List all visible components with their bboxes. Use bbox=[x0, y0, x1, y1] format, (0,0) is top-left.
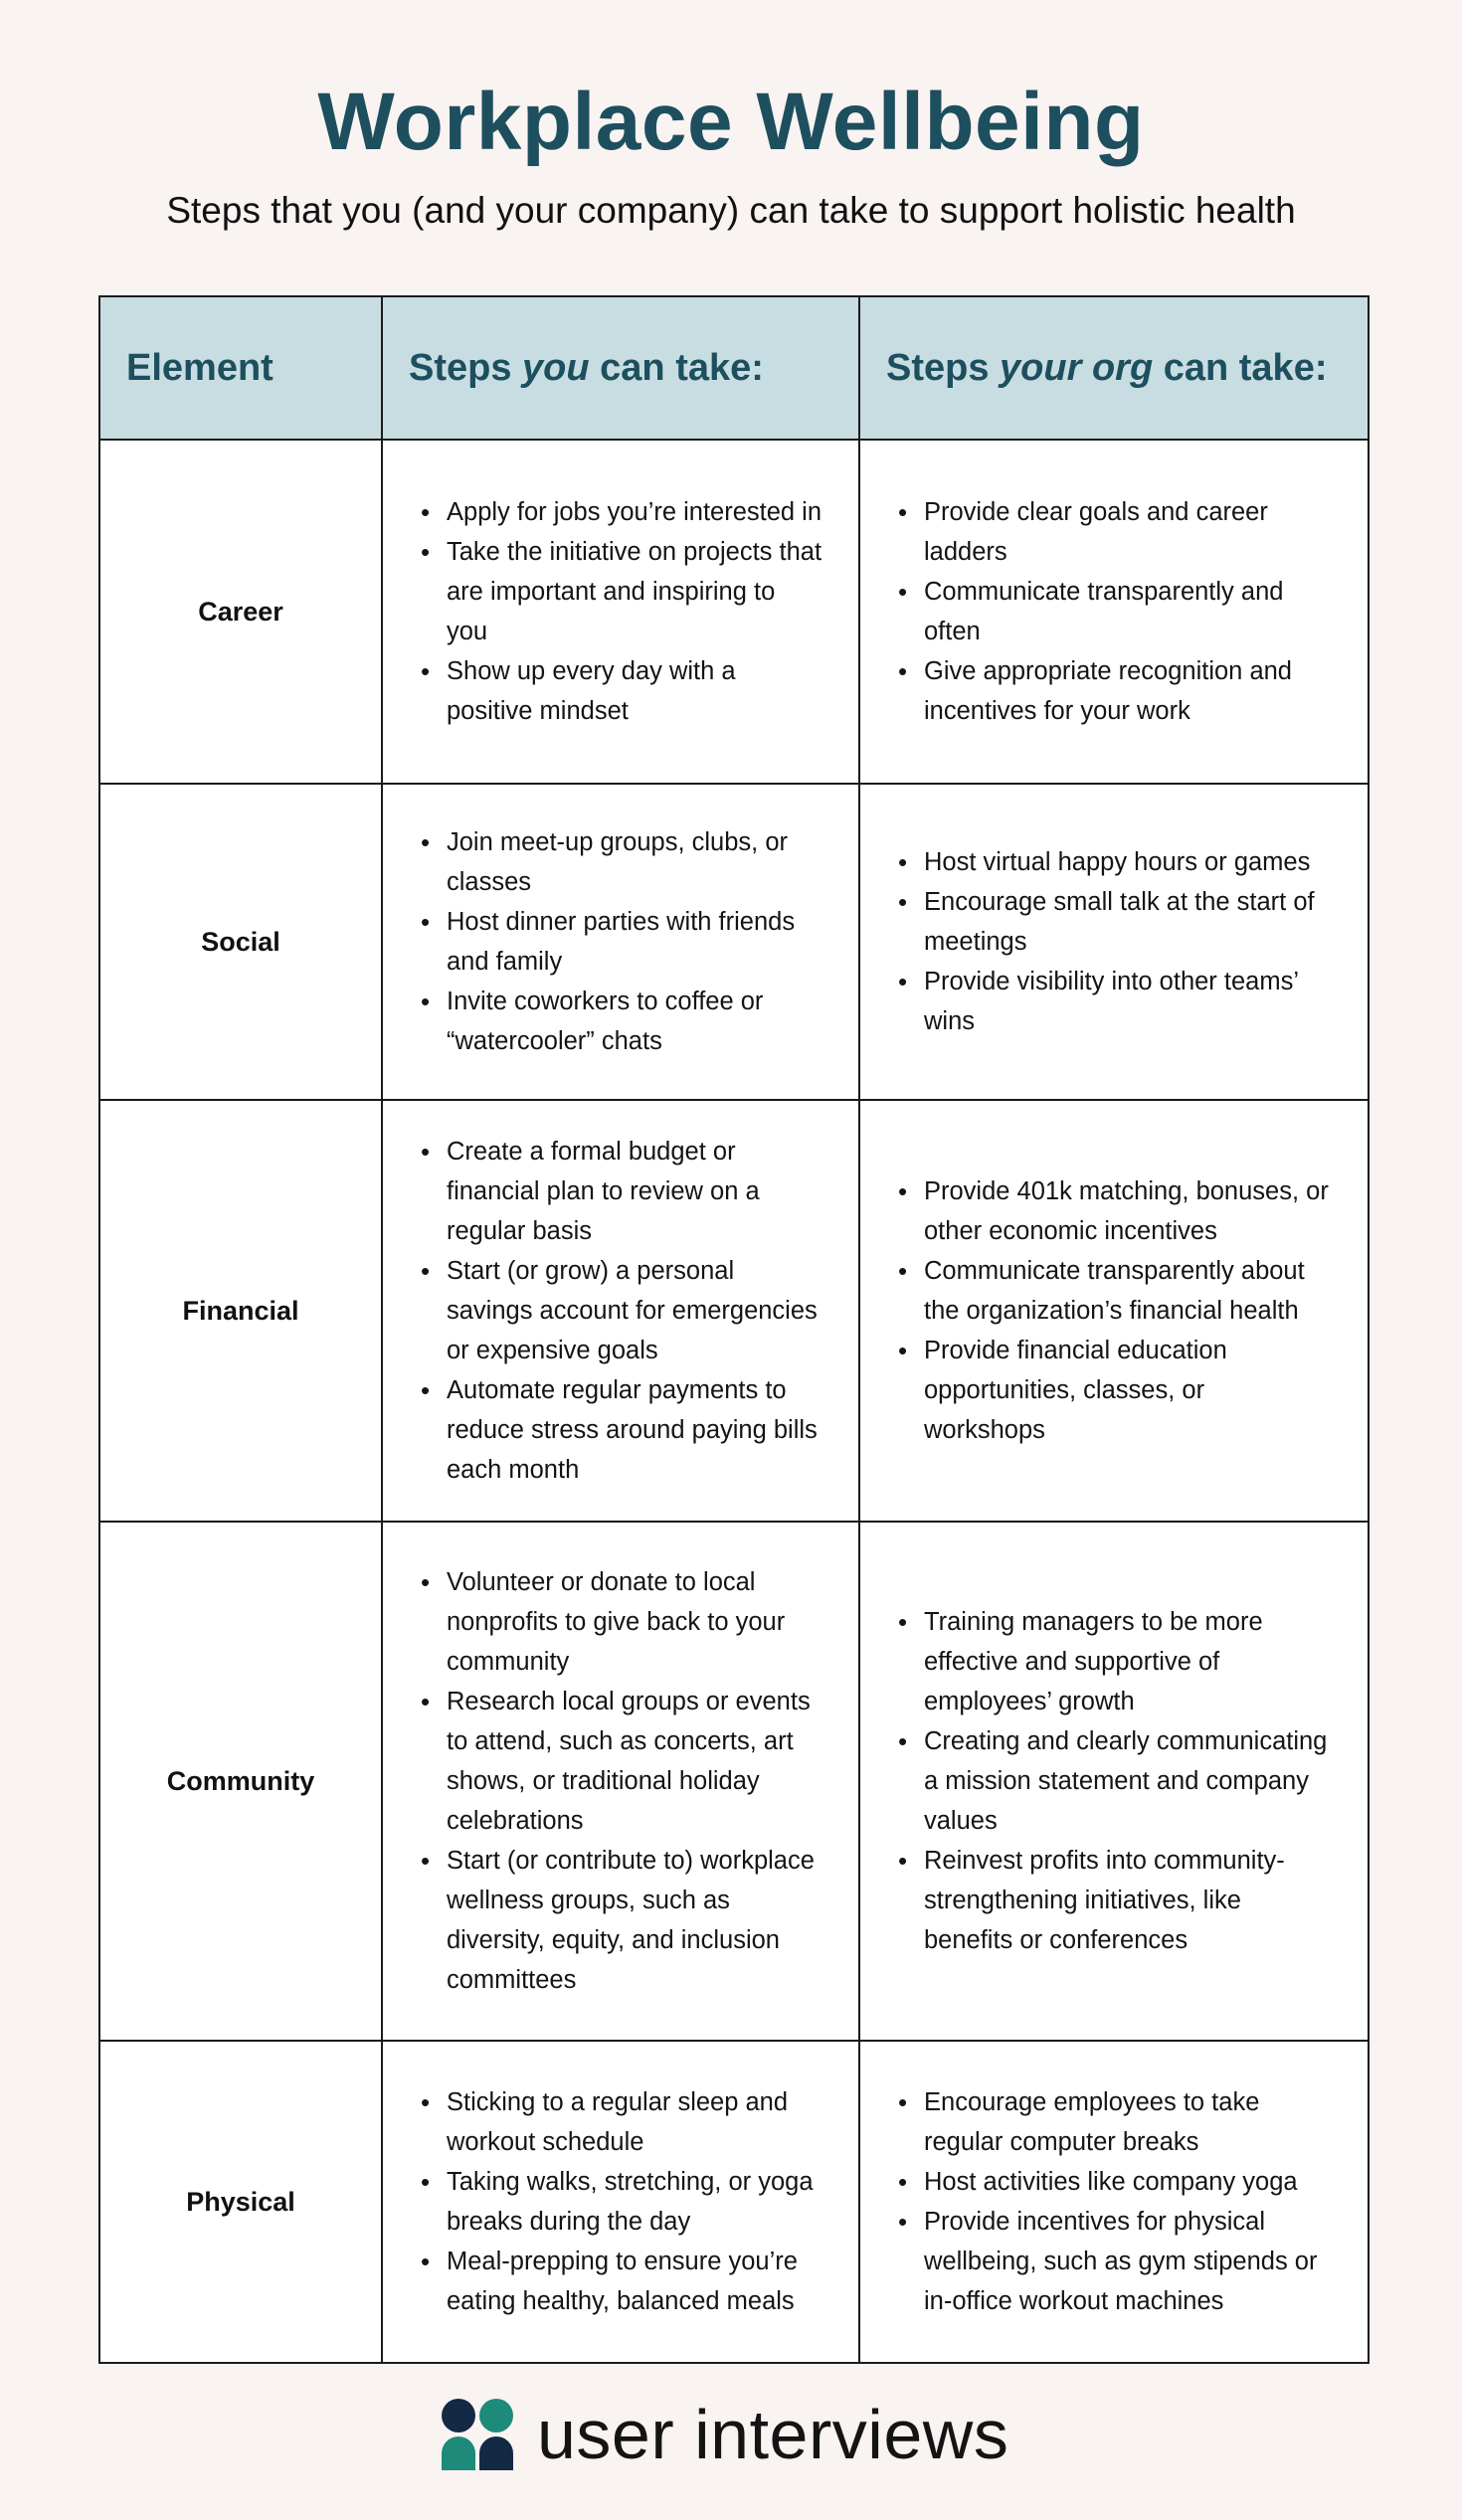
list-item: • Start (or contribute to) workplace wellness groups, such as diversity, equity, and inclusion committees bbox=[417, 1841, 822, 2000]
list-item: • Provide 401k matching, bonuses, or other economic incentives bbox=[894, 1171, 1332, 1251]
list-item: • Creating and clearly communicating a mission statement and company values bbox=[894, 1721, 1332, 1841]
list-item: • Provide visibility into other teams’ wins bbox=[894, 962, 1332, 1041]
page-title: Workplace Wellbeing bbox=[317, 77, 1145, 167]
steps-org-cell bbox=[859, 2041, 1369, 2363]
list-item: • Start (or grow) a personal savings account for emergencies or expensive goals bbox=[417, 1251, 822, 1370]
list-item: • Take the initiative on projects that are important and inspiring to you bbox=[417, 532, 822, 651]
brand-logo bbox=[440, 2397, 1008, 2472]
steps-you-cell bbox=[382, 1522, 859, 2041]
list-item: • Give appropriate recognition and incentives for your work bbox=[894, 651, 1332, 731]
list-item: • Host virtual happy hours or games bbox=[894, 842, 1332, 882]
list-item: • Encourage small talk at the start of meetings bbox=[894, 882, 1332, 962]
list-item: • Show up every day with a positive mindset bbox=[417, 651, 822, 731]
steps-org-cell bbox=[859, 1100, 1369, 1522]
element-label: Community bbox=[99, 1522, 382, 2041]
table-row bbox=[99, 1100, 1369, 1522]
list-item: • Training managers to be more effective and supportive of employees’ growth bbox=[894, 1602, 1332, 1721]
list-item: • Create a formal budget or financial plan to review on a regular basis bbox=[417, 1132, 822, 1251]
list-item: • Encourage employees to take regular computer breaks bbox=[894, 2082, 1332, 2162]
list-item: • Host activities like company yoga bbox=[894, 2162, 1332, 2202]
table-row bbox=[99, 1522, 1369, 2041]
table-row bbox=[99, 784, 1369, 1100]
element-label: Career bbox=[99, 440, 382, 784]
list-item: • Provide financial education opportunities, classes, or workshops bbox=[894, 1331, 1332, 1450]
steps-org-cell bbox=[859, 1522, 1369, 2041]
list-item: • Provide clear goals and career ladders bbox=[894, 492, 1332, 572]
table-row bbox=[99, 440, 1369, 784]
steps-you-cell bbox=[382, 784, 859, 1100]
list-item: • Host dinner parties with friends and family bbox=[417, 902, 822, 982]
element-label: Financial bbox=[99, 1100, 382, 1522]
steps-you-cell bbox=[382, 440, 859, 784]
header-steps-org: Steps your org can take: bbox=[859, 296, 1369, 440]
list-item: • Taking walks, stretching, or yoga breaks during the day bbox=[417, 2162, 822, 2242]
list-item: • Research local groups or events to attend, such as concerts, art shows, or traditional holiday celebrations bbox=[417, 1682, 822, 1841]
steps-org-cell bbox=[859, 784, 1369, 1100]
page-subtitle: Steps that you (and your company) can take to support holistic health bbox=[166, 190, 1296, 231]
list-item: • Communicate transparently about the organization’s financial health bbox=[894, 1251, 1332, 1331]
steps-you-cell bbox=[382, 2041, 859, 2363]
list-item: • Invite coworkers to coffee or “watercooler” chats bbox=[417, 982, 822, 1061]
element-label: Social bbox=[99, 784, 382, 1100]
user-interviews-logo-icon bbox=[440, 2397, 515, 2472]
list-item: • Reinvest profits into community-strengthening initiatives, like benefits or conferences bbox=[894, 1841, 1332, 1960]
list-item: • Provide incentives for physical wellbeing, such as gym stipends or in-office workout machines bbox=[894, 2202, 1332, 2321]
list-item: • Automate regular payments to reduce stress around paying bills each month bbox=[417, 1370, 822, 1490]
table-row bbox=[99, 2041, 1369, 2363]
wellbeing-table bbox=[98, 295, 1370, 2364]
list-item: • Join meet-up groups, clubs, or classes bbox=[417, 822, 822, 902]
list-item: • Sticking to a regular sleep and workout schedule bbox=[417, 2082, 822, 2162]
list-item: • Volunteer or donate to local nonprofits to give back to your community bbox=[417, 1562, 822, 1682]
element-label: Physical bbox=[99, 2041, 382, 2363]
steps-you-cell bbox=[382, 1100, 859, 1522]
list-item: • Meal-prepping to ensure you’re eating healthy, balanced meals bbox=[417, 2242, 822, 2321]
list-item: • Apply for jobs you’re interested in bbox=[417, 492, 822, 532]
header-steps-you: Steps you can take: bbox=[382, 296, 859, 440]
steps-org-cell bbox=[859, 440, 1369, 784]
header-element: Element bbox=[99, 296, 382, 440]
list-item: • Communicate transparently and often bbox=[894, 572, 1332, 651]
table-header-row bbox=[99, 296, 1369, 440]
logo-wordmark: user interviews bbox=[537, 2396, 1009, 2473]
